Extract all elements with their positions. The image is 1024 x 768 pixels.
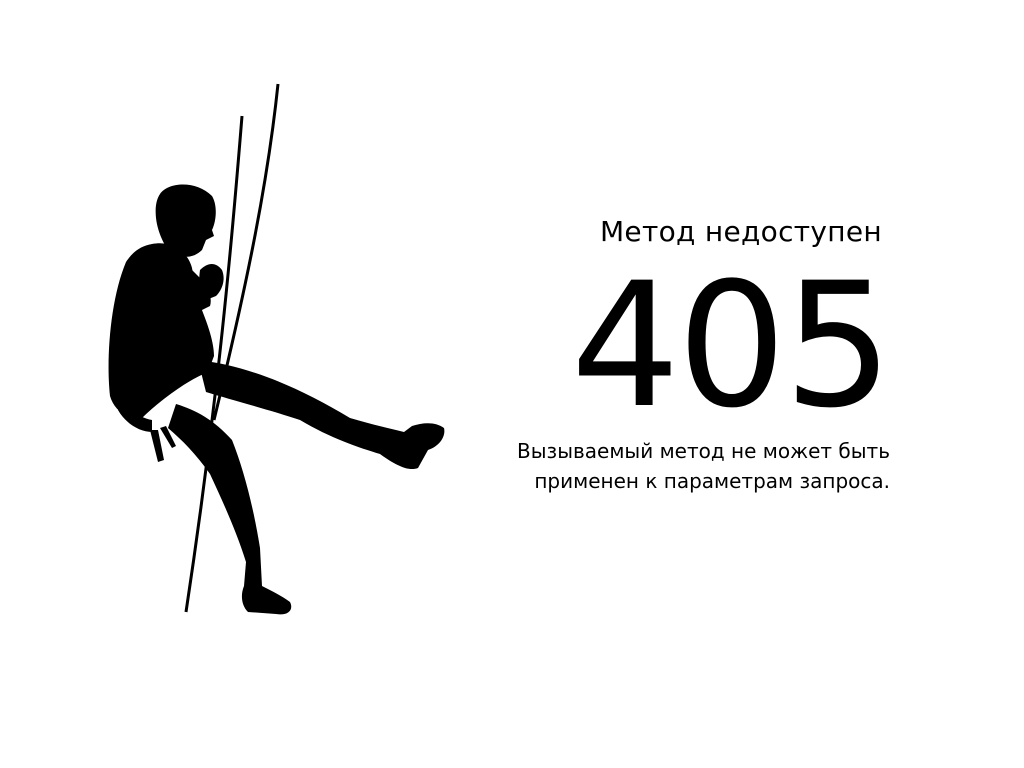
error-message-block — [470, 210, 890, 496]
error-description: Вызываемый метод не может быть применен к параметрам запроса. — [517, 439, 890, 493]
error-code: 405 — [570, 245, 890, 446]
rope-climber-silhouette-icon — [100, 80, 460, 620]
error-title: Метод недоступен — [599, 215, 882, 248]
